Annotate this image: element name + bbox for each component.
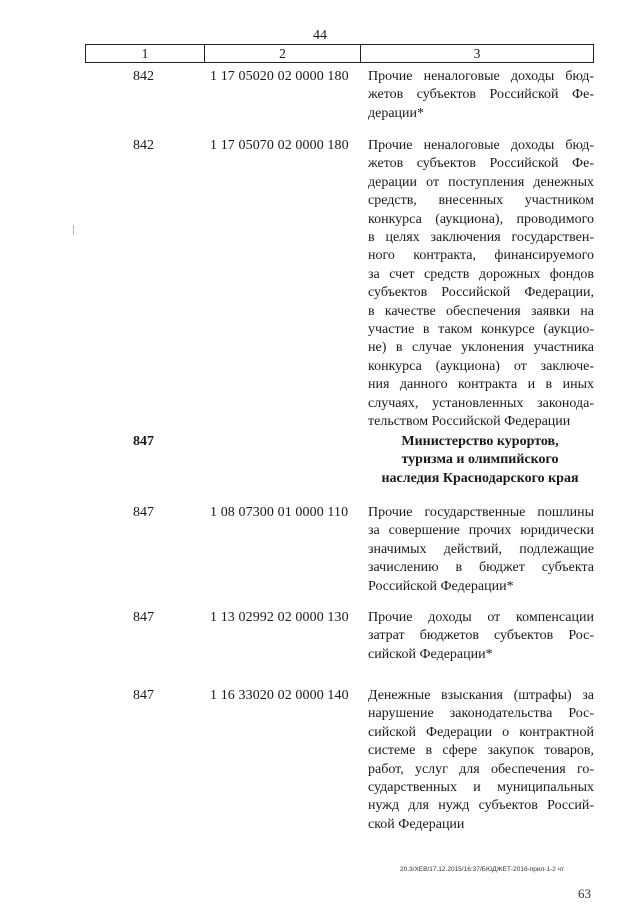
administrator-code-cell: 842 <box>133 69 154 84</box>
description-line: затрат бюджетов субъектов Рос- <box>368 628 594 644</box>
description-line: зачислению в бюджет субъекта <box>368 560 594 576</box>
revenue-description-cell <box>368 609 594 664</box>
revenue-description-cell <box>368 687 594 834</box>
administrator-code-cell: 847 <box>133 610 154 625</box>
column-header-1: 1 <box>86 45 205 62</box>
description-line: не) в случае уклонения участника <box>368 340 594 356</box>
description-line: Денежные взыскания (штрафы) за <box>368 688 594 703</box>
description-line: значимых действий, подлежащие <box>368 541 594 557</box>
description-line: случаях, установленных законода- <box>368 395 594 411</box>
description-line: наследия Краснодарского края <box>381 470 579 486</box>
revenue-description-cell <box>368 68 594 123</box>
description-line: ния данного контракта и в иных <box>368 377 594 393</box>
description-line: конкурса (аукциона), проводимого <box>368 211 594 227</box>
revenue-classification-code-cell: 1 17 05070 02 0000 180 <box>210 138 349 153</box>
description-line: жетов субъектов Российской Фе- <box>368 87 594 103</box>
description-line: жетов субъектов Российской Фе- <box>368 156 594 172</box>
description-line: Российской Федерации* <box>368 578 514 594</box>
description-line: Прочие неналоговые доходы бюд- <box>368 138 594 153</box>
description-line: сударственных и муниципальных <box>368 780 594 796</box>
description-line: средств, внесенных участником <box>368 193 594 209</box>
corner-page-number: 63 <box>578 886 591 901</box>
revenue-description-cell <box>368 137 594 432</box>
description-line: нужд для нужд субъектов Россий- <box>368 798 594 814</box>
description-line: сийской Федерации* <box>368 646 493 662</box>
administrator-code-cell: 847 <box>133 434 154 449</box>
administrator-code-cell: 842 <box>133 138 154 153</box>
description-line: в качестве обеспечения заявки на <box>368 303 594 319</box>
table-row <box>85 137 594 431</box>
column-header-3: 3 <box>473 45 481 61</box>
description-line: Министерство курортов, <box>401 434 559 449</box>
footer-document-code: 20.3/ХЕВ/17.12.2015/16:37/БЮДЖЕТ-2016-прил-1-2 чт <box>400 866 565 873</box>
description-line: ного контракта, финансируемого <box>368 248 594 264</box>
revenue-description-cell <box>368 504 594 596</box>
description-line: Прочие доходы от компенсации <box>368 610 594 625</box>
page-number: 44 <box>313 28 327 43</box>
revenue-classification-code-cell: 1 13 02992 02 0000 130 <box>210 610 349 625</box>
description-line: в целях заключения государствен- <box>368 230 594 246</box>
description-line: за совершение прочих юридически <box>368 523 594 539</box>
description-line: конкурса (аукциона) от заключе- <box>368 358 594 374</box>
description-line: за счет средств дорожных фондов <box>368 266 594 282</box>
administrator-code-cell: 847 <box>133 505 154 520</box>
description-line: дерации* <box>368 105 425 121</box>
revenue-classification-code-cell: 1 08 07300 01 0000 110 <box>210 505 349 520</box>
description-line: сийской Федерации о контрактной <box>368 724 594 740</box>
scan-artifact-mark <box>73 225 74 235</box>
description-line: ской Федерации <box>368 816 465 832</box>
description-line: системе в сфере закупок товаров, <box>368 743 594 759</box>
ministry-name-heading <box>360 433 600 488</box>
description-line: Прочие государственные пошлины <box>368 505 594 520</box>
description-line: работ, услуг для обеспечения го- <box>368 761 594 777</box>
description-line: Прочие неналоговые доходы бюд- <box>368 69 594 84</box>
table-row <box>85 609 594 665</box>
description-line: участие в таком конкурсе (аукцио- <box>368 322 594 338</box>
revenue-classification-code-cell: 1 16 33020 02 0000 140 <box>210 688 349 703</box>
table-row <box>85 687 594 837</box>
description-line: нарушение законодательства Рос- <box>368 706 594 722</box>
description-line: туризма и олимпийского <box>401 452 559 468</box>
administrator-code-cell: 847 <box>133 688 154 703</box>
table-row <box>85 504 594 598</box>
description-line: субъектов Российской Федерации, <box>368 285 594 301</box>
description-line: дерации от поступления денежных <box>368 174 594 190</box>
description-line: тельством Российской Федерации <box>368 414 571 430</box>
column-header-row <box>85 44 594 63</box>
table-row <box>85 68 594 124</box>
column-header-2: 2 <box>205 45 361 62</box>
section-heading-row <box>85 433 594 489</box>
revenue-classification-code-cell: 1 17 05020 02 0000 180 <box>210 69 349 84</box>
